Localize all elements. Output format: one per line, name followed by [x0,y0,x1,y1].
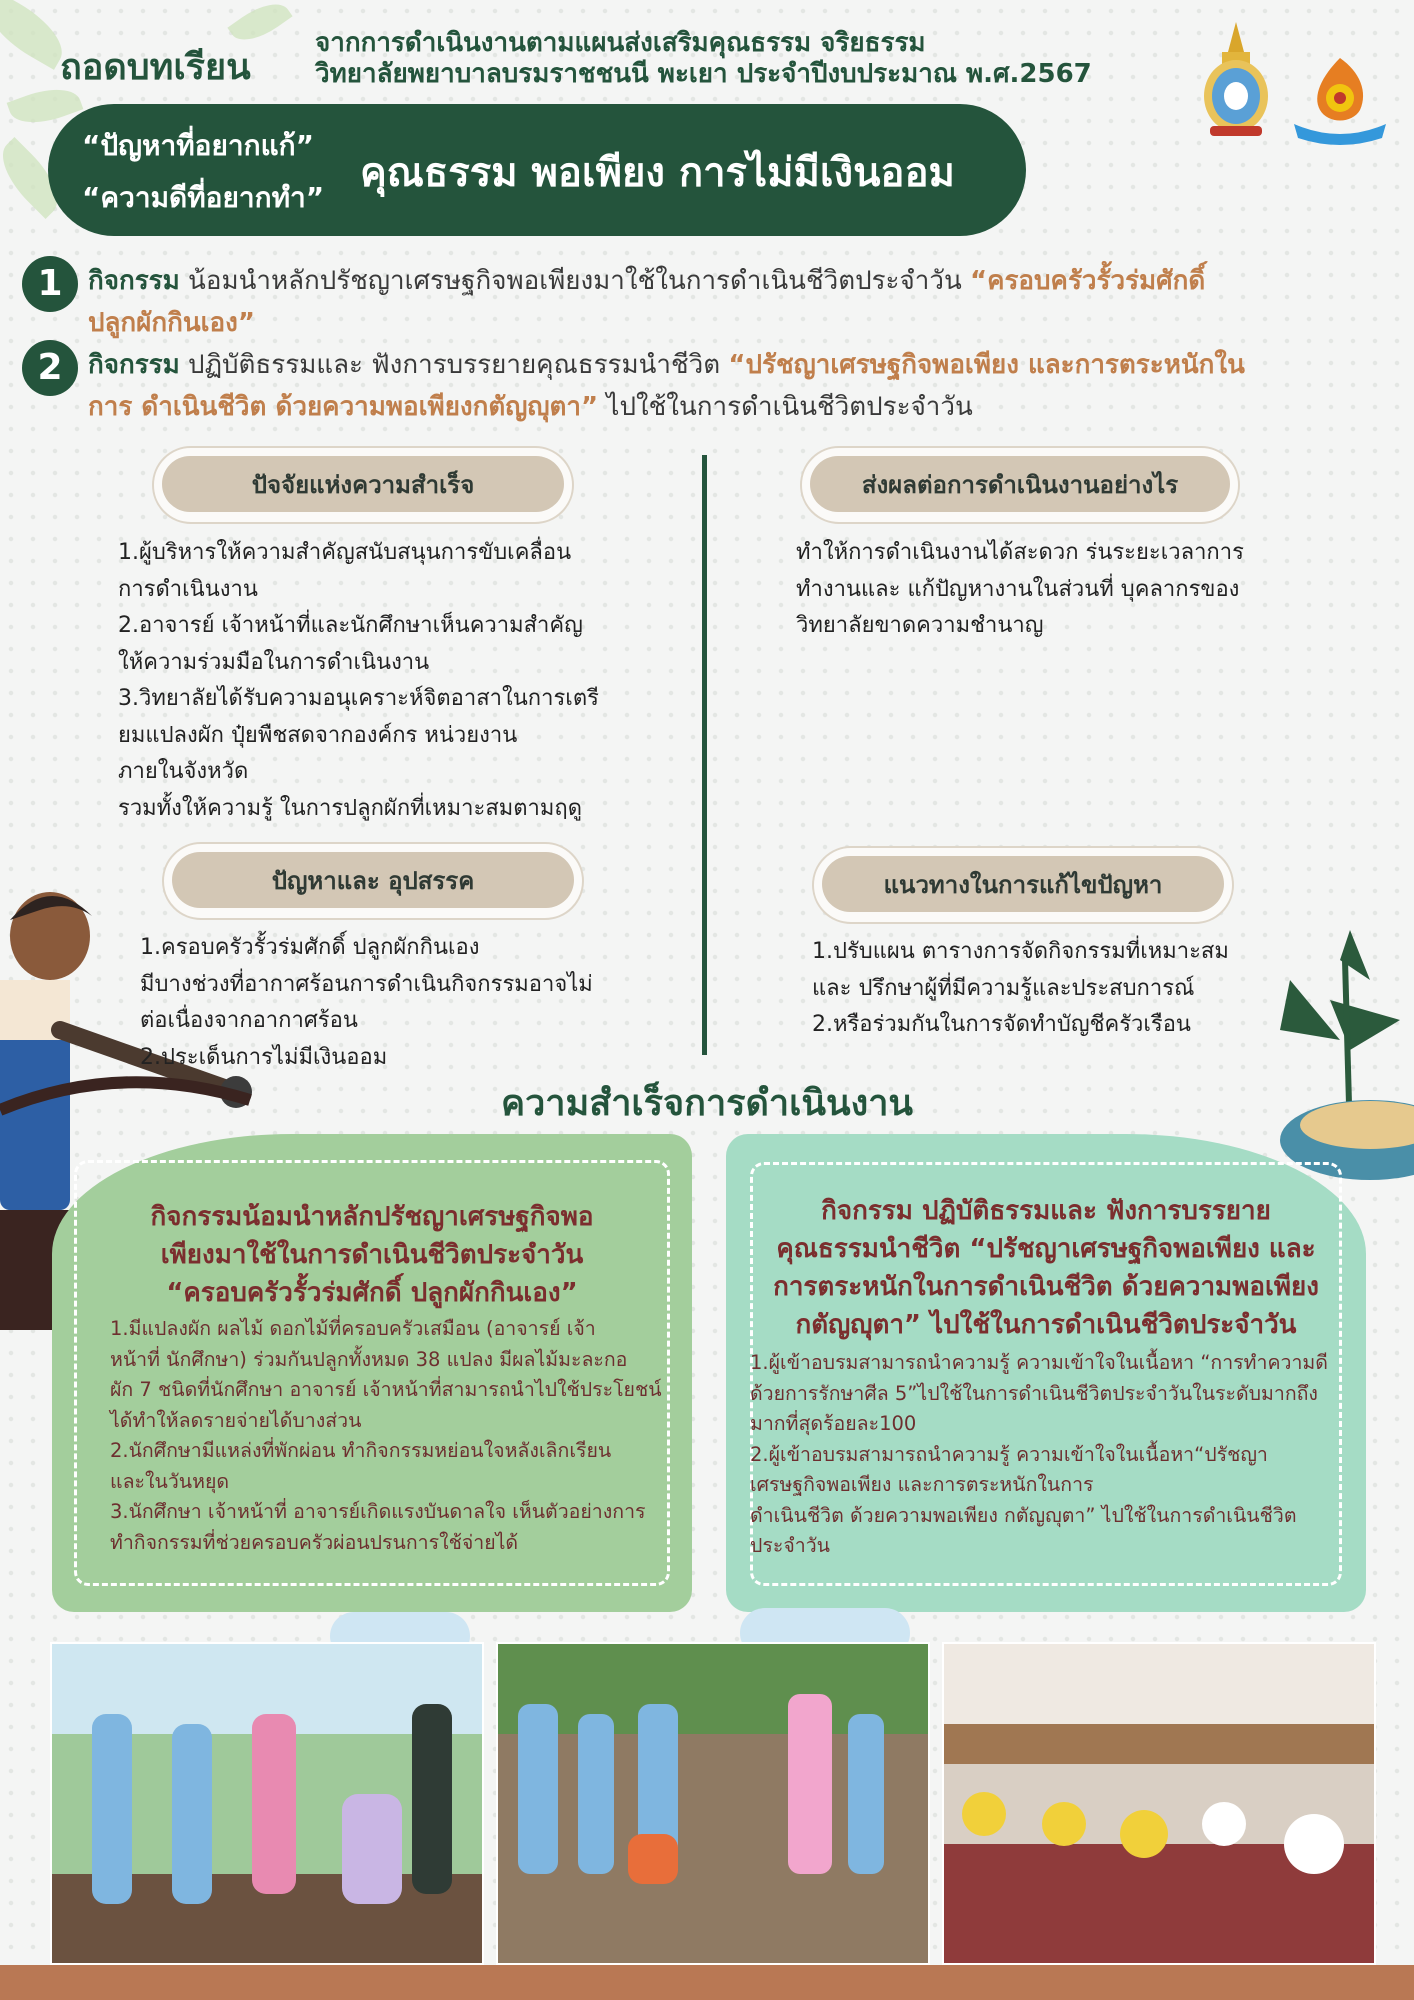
photo-gardening-activity [50,1642,484,1965]
panel-title-line: กิจกรรม ปฏิบัติธรรมและ ฟังการบรรยาย [821,1196,1271,1226]
impact-title: ส่งผลต่อการดำเนินงานอย่างไร [810,456,1230,512]
impact-list [796,535,1356,645]
list-item: วิทยาลัยขาดความชำนาญ [796,613,1044,638]
page-title: ถอดบทเรียน [60,47,251,88]
panel-body-line: ทำกิจกรรมที่ช่วยครอบครัวผ่อนปรนการใช้จ่ายได้ [110,1530,519,1554]
panel-title-line: การตระหนักในการดำเนินชีวิต ด้วยความพอเพียง [773,1272,1319,1302]
panel-body-line: ผัก 7 ชนิดที่นักศึกษา อาจารย์ เจ้าหน้าที่สามารถนำไปใช้ประโยชน์ [110,1378,662,1401]
subtitle-line-2: วิทยาลัยพยาบาลบรมราชชนนี พะเยา ประจำปีงบประมาณ พ.ศ.2567 [315,59,1092,89]
panel-title [740,1192,1352,1344]
panel-body-line: 3.นักศึกษา เจ้าหน้าที่ อาจารย์เกิดแรงบันดาลใจ เห็นตัวอย่างการ [110,1500,646,1523]
panel-body-line: หน้าที่ นักศึกษา) ร่วมกันปลูกทั้งหมด 38 แปลง มีผลไม้มะละกอ [110,1347,628,1371]
solutions-title: แนวทางในการแก้ไขปัญหา [822,856,1224,912]
panel-body-line: 2.นักศึกษามีแหล่งที่พักผ่อน ทำกิจกรรมหย่อนใจหลังเลิกเรียน [110,1439,612,1462]
list-item: ทำงานและ แก้ปัญหางานในส่วนที่ บุคลากรของ [796,576,1240,602]
list-item: ภายในจังหวัด [118,759,249,784]
activity-text: น้อมนำหลักปรัชญาเศรษฐกิจพอเพียงมาใช้ในการดำเนินชีวิตประจำวัน [179,266,970,296]
activity-highlight: “ปรัชญาเศรษฐกิจพอเพียง และการตระหนักในการ ดำเนินชีวิต ด้วยความพอเพียงกตัญญุตา” [88,350,1245,422]
banner-quote-problem: “ปัญหาที่อยากแก้” [82,129,314,162]
panel-body-line: ด้วยการรักษาศีล 5”ไปใช้ในการดำเนินชีวิตประจำวันในระดับมากถึง [750,1381,1318,1405]
panel-body-line: ประจำวัน [750,1534,830,1557]
list-item: ต่อเนื่องจากอากาศร้อน [140,1008,358,1033]
panel-body-line: 1.มีแปลงผัก ผลไม้ ดอกไม้ที่ครอบครัวเสมือน (อาจารย์ เจ้า [110,1317,596,1340]
panel-body-line: มากที่สุดร้อยละ100 [750,1412,917,1435]
success-factors-heading [152,446,574,524]
list-item: 1.ปรับแผน ตารางการจัดกิจกรรมที่เหมาะสม [812,939,1229,964]
panel-title [92,1198,652,1312]
activity-suffix: ไปใช้ในการดำเนินชีวิตประจำวัน [598,392,973,422]
list-item: ทำให้การดำเนินงานได้สะดวก ร่นระยะเวลาการ [796,540,1244,565]
impact-heading [800,446,1240,524]
photo-group-gardening [496,1642,930,1965]
list-item: 2.หรือร่วมกันในการจัดทำบัญชีครัวเรือน [812,1012,1191,1037]
problems-heading [162,842,584,920]
problems-list [140,930,700,1076]
college-crest-logo [1200,22,1272,140]
panel-body-line: 1.ผู้เข้าอบรมสามารถนำความรู้ ความเข้าใจในเนื้อหา “การทำความดี [750,1351,1328,1374]
list-item: และ ปรึกษาผู้ที่มีความรู้และประสบการณ์ [812,975,1195,1001]
panel-body-line: ได้ทำให้ลดรายจ่ายได้บางส่วน [110,1408,362,1432]
panel-body-line: 2.ผู้เข้าอบรมสามารถนำความรู้ ความเข้าใจในเนื้อหา“ปรัชญา [750,1442,1268,1466]
success-panel-farming [52,1134,692,1612]
list-item: 3.วิทยาลัยได้รับความอนุเคราะห์จิตอาสาในการเตรี [118,686,599,711]
list-item: ให้ความร่วมมือในการดำเนินงาน [118,649,430,675]
list-item: มีบางช่วงที่อากาศร้อนการดำเนินกิจกรรมอาจไม่ [140,971,593,997]
list-item: 2.ประเด็นการไม่มีเงินออม [140,1044,388,1070]
activity-number-badge: 1 [22,256,78,312]
banner-topic-title: คุณธรรม พอเพียง การไม่มีเงินออม [360,150,955,196]
list-item: 1.ผู้บริหารให้ความสำคัญสนับสนุนการขับเคลื่อน [118,540,572,565]
panel-body [750,1348,1350,1562]
panel-body [110,1314,680,1558]
solutions-heading [812,846,1234,924]
success-panel-dharma [726,1134,1366,1612]
page-subtitle [315,28,1092,90]
panel-title-line: เพียงมาใช้ในการดำเนินชีวิตประจำวัน [160,1240,584,1270]
list-item: 2.อาจารย์ เจ้าหน้าที่และนักศึกษาเห็นความสำคัญ [118,613,583,638]
banner-quote-goodness: “ความดีที่อยากทำ” [82,181,325,214]
list-item: รวมทั้งให้ความรู้ ในการปลูกผักที่เหมาะสมตามฤดู [118,795,583,821]
panel-title-line: กิจกรรมน้อมนำหลักปรัชญาเศรษฐกิจพอ [150,1202,594,1232]
success-section-title: ความสำเร็จการดำเนินงาน [500,1083,914,1124]
list-item: การดำเนินงาน [118,576,258,602]
activity-highlight: “ครอบครัวรั้วร่มศักดิ์ ปลูกผักกินเอง” [88,266,1206,338]
list-item: ยมแปลงผัก ปุ๋ยพืชสดจากองค์กร หน่วยงาน [118,722,518,748]
activity-label: กิจกรรม [88,350,180,380]
subtitle-line-1: จากการดำเนินงานตามแผนส่งเสริมคุณธรรม จริยธรรม [315,28,926,58]
activity-text: ปฏิบัติธรรมและ ฟังการบรรยายคุณธรรมนำชีวิต [179,350,729,380]
panel-title-line: กตัญญุตา” ไปใช้ในการดำเนินชีวิตประจำวัน [795,1310,1297,1340]
list-item: 1.ครอบครัวรั้วร่มศักดิ์ ปลูกผักกินเอง [140,935,480,960]
problems-title: ปัญหาและ อุปสรรค [172,852,574,908]
activity-number-badge: 2 [22,340,78,396]
section-divider [702,455,707,1055]
decorative-ground [0,1965,1414,2000]
panel-body-line: เศรษฐกิจพอเพียง และการตระหนักในการ [750,1473,1094,1496]
activity-1-description [88,260,1248,344]
activity-label: กิจกรรม [88,266,180,296]
photo-dharma-practice [942,1642,1376,1965]
panel-body-line: ดำเนินชีวิต ด้วยความพอเพียง กตัญญุตา” ไปใช้ในการดำเนินชีวิต [750,1503,1297,1527]
success-factors-list [118,535,678,827]
panel-title-line: คุณธรรมนำชีวิต “ปรัชญาเศรษฐกิจพอเพียง และ [776,1234,1316,1264]
activity-2-description [88,344,1248,428]
success-factors-title: ปัจจัยแห่งความสำเร็จ [162,456,564,512]
nursing-college-logo [1290,52,1390,150]
panel-title-line: “ครอบครัวรั้วร่มศักดิ์ ปลูกผักกินเอง” [166,1278,578,1308]
panel-body-line: และในวันหยุด [110,1469,230,1493]
